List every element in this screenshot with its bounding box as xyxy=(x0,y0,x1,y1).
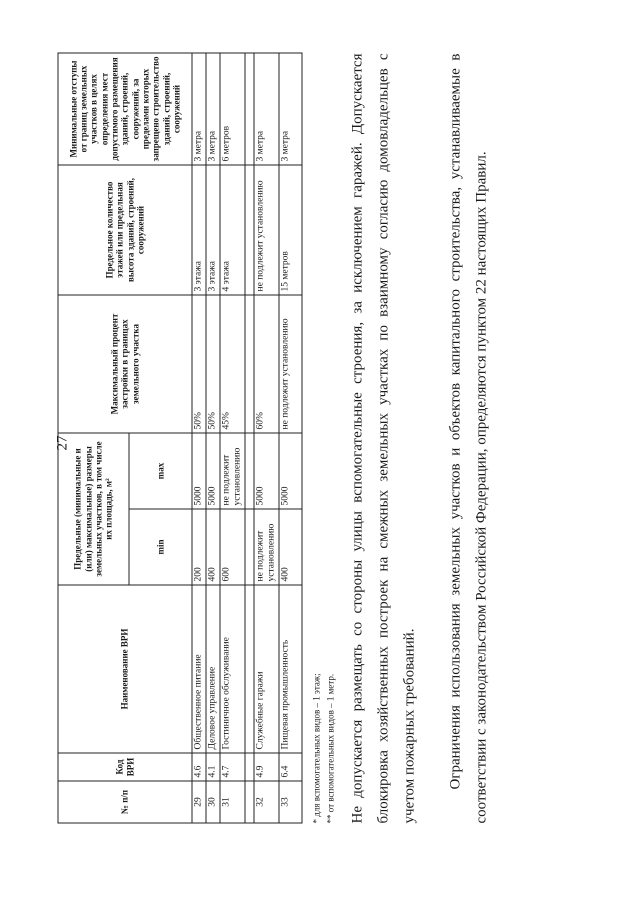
paragraph-restrictions: Ограничения использования земельных участков и объектов капитального строительства, устанавливаемые в соответствии с законодательством Российской Федерации, определяются пунктом 22 настоящих Правил. xyxy=(447,53,489,823)
cell-percent: 60% xyxy=(253,294,278,432)
cell-floors: 15 метров xyxy=(278,164,301,294)
cell-num: 32 xyxy=(253,781,278,823)
paragraph-garages: Не допускается размещать со стороны улицы вспомогательные строения, за исключением гаражей. Допускается блокировка хозяйственных построек на смежных земельных участках по взаимному согласию домовладельцев с учетом пожарных требований. xyxy=(349,53,417,823)
page-number: 27 xyxy=(54,435,70,450)
cell-code: 6.4 xyxy=(278,753,301,781)
header-name: Наименование ВРИ xyxy=(58,585,192,753)
table-row xyxy=(205,52,219,822)
cell-code: 4.6 xyxy=(192,753,206,781)
footnote-1: * для вспомогательных видов – 1 этаж; xyxy=(311,672,321,823)
cell-num: 33 xyxy=(278,781,301,823)
cell-floors: не подлежит установлению xyxy=(253,164,278,294)
header-num: № п/п xyxy=(58,781,192,823)
cell-setback: 6 метров xyxy=(219,52,244,164)
cell-min: 400 xyxy=(278,509,301,585)
table-row xyxy=(192,52,206,822)
table-row xyxy=(278,52,301,822)
header-max: max xyxy=(129,432,192,508)
cell-percent: не подлежит установлению xyxy=(278,294,301,432)
cell-min: не подлежит установлению xyxy=(253,509,278,585)
cell-max: 5000 xyxy=(205,432,219,508)
cell-setback: 3 метра xyxy=(192,52,206,164)
cell-max: не подлежит установлению xyxy=(219,432,244,508)
footnote-2: ** от вспомогательных видов – 1 метр. xyxy=(325,673,335,823)
vri-table xyxy=(57,52,302,823)
cell-floors: 4 этажа xyxy=(219,164,244,294)
cell-percent: 50% xyxy=(192,294,206,432)
cell-code: 4.7 xyxy=(219,753,244,781)
cell-max: 5000 xyxy=(278,432,301,508)
cell-name: Деловое управление xyxy=(205,585,219,753)
cell-code: 4.1 xyxy=(205,753,219,781)
header-min: min xyxy=(129,509,192,585)
header-sizes-group: Предельные (минимальные и (или) максимальные) размеры земельных участков, в том числе их площадь, м² xyxy=(58,432,129,584)
table-row xyxy=(253,52,278,822)
cell-num: 29 xyxy=(192,781,206,823)
cell-max: 5000 xyxy=(253,432,278,508)
cell-name: Общественное питание xyxy=(192,585,206,753)
footnotes xyxy=(309,673,337,823)
cell-percent: 45% xyxy=(219,294,244,432)
cell-max: 5000 xyxy=(192,432,206,508)
header-setbacks: Минимальные отступы от границ земельных участков в целях определения мест допустимого размещения зданий, строений, сооружений, за пределами которых запрещено строительство зданий, строений, сооружений xyxy=(58,52,192,164)
header-floors: Предельное количество этажей или предельная высота зданий, строений, сооружений xyxy=(58,164,192,294)
cell-min: 600 xyxy=(219,509,244,585)
cell-num: 31 xyxy=(219,781,244,823)
cell-floors: 3 этажа xyxy=(192,164,206,294)
table-row xyxy=(219,52,244,822)
cell-setback: 3 метра xyxy=(205,52,219,164)
cell-floors: 3 этажа xyxy=(205,164,219,294)
cell-name: Служебные гаражи xyxy=(253,585,278,753)
header-code: Код ВРИ xyxy=(58,753,192,781)
cell-min: 400 xyxy=(205,509,219,585)
table-gap-row xyxy=(244,52,253,822)
cell-percent: 50% xyxy=(205,294,219,432)
cell-min: 200 xyxy=(192,509,206,585)
cell-code: 4.9 xyxy=(253,753,278,781)
cell-setback: 3 метра xyxy=(253,52,278,164)
cell-name: Гостиничное обслуживание xyxy=(219,585,244,753)
header-percent: Максимальный процент застройки в границах земельного участка xyxy=(58,294,192,432)
cell-name: Пищевая промышленность xyxy=(278,585,301,753)
cell-setback: 3 метра xyxy=(278,52,301,164)
cell-num: 30 xyxy=(205,781,219,823)
